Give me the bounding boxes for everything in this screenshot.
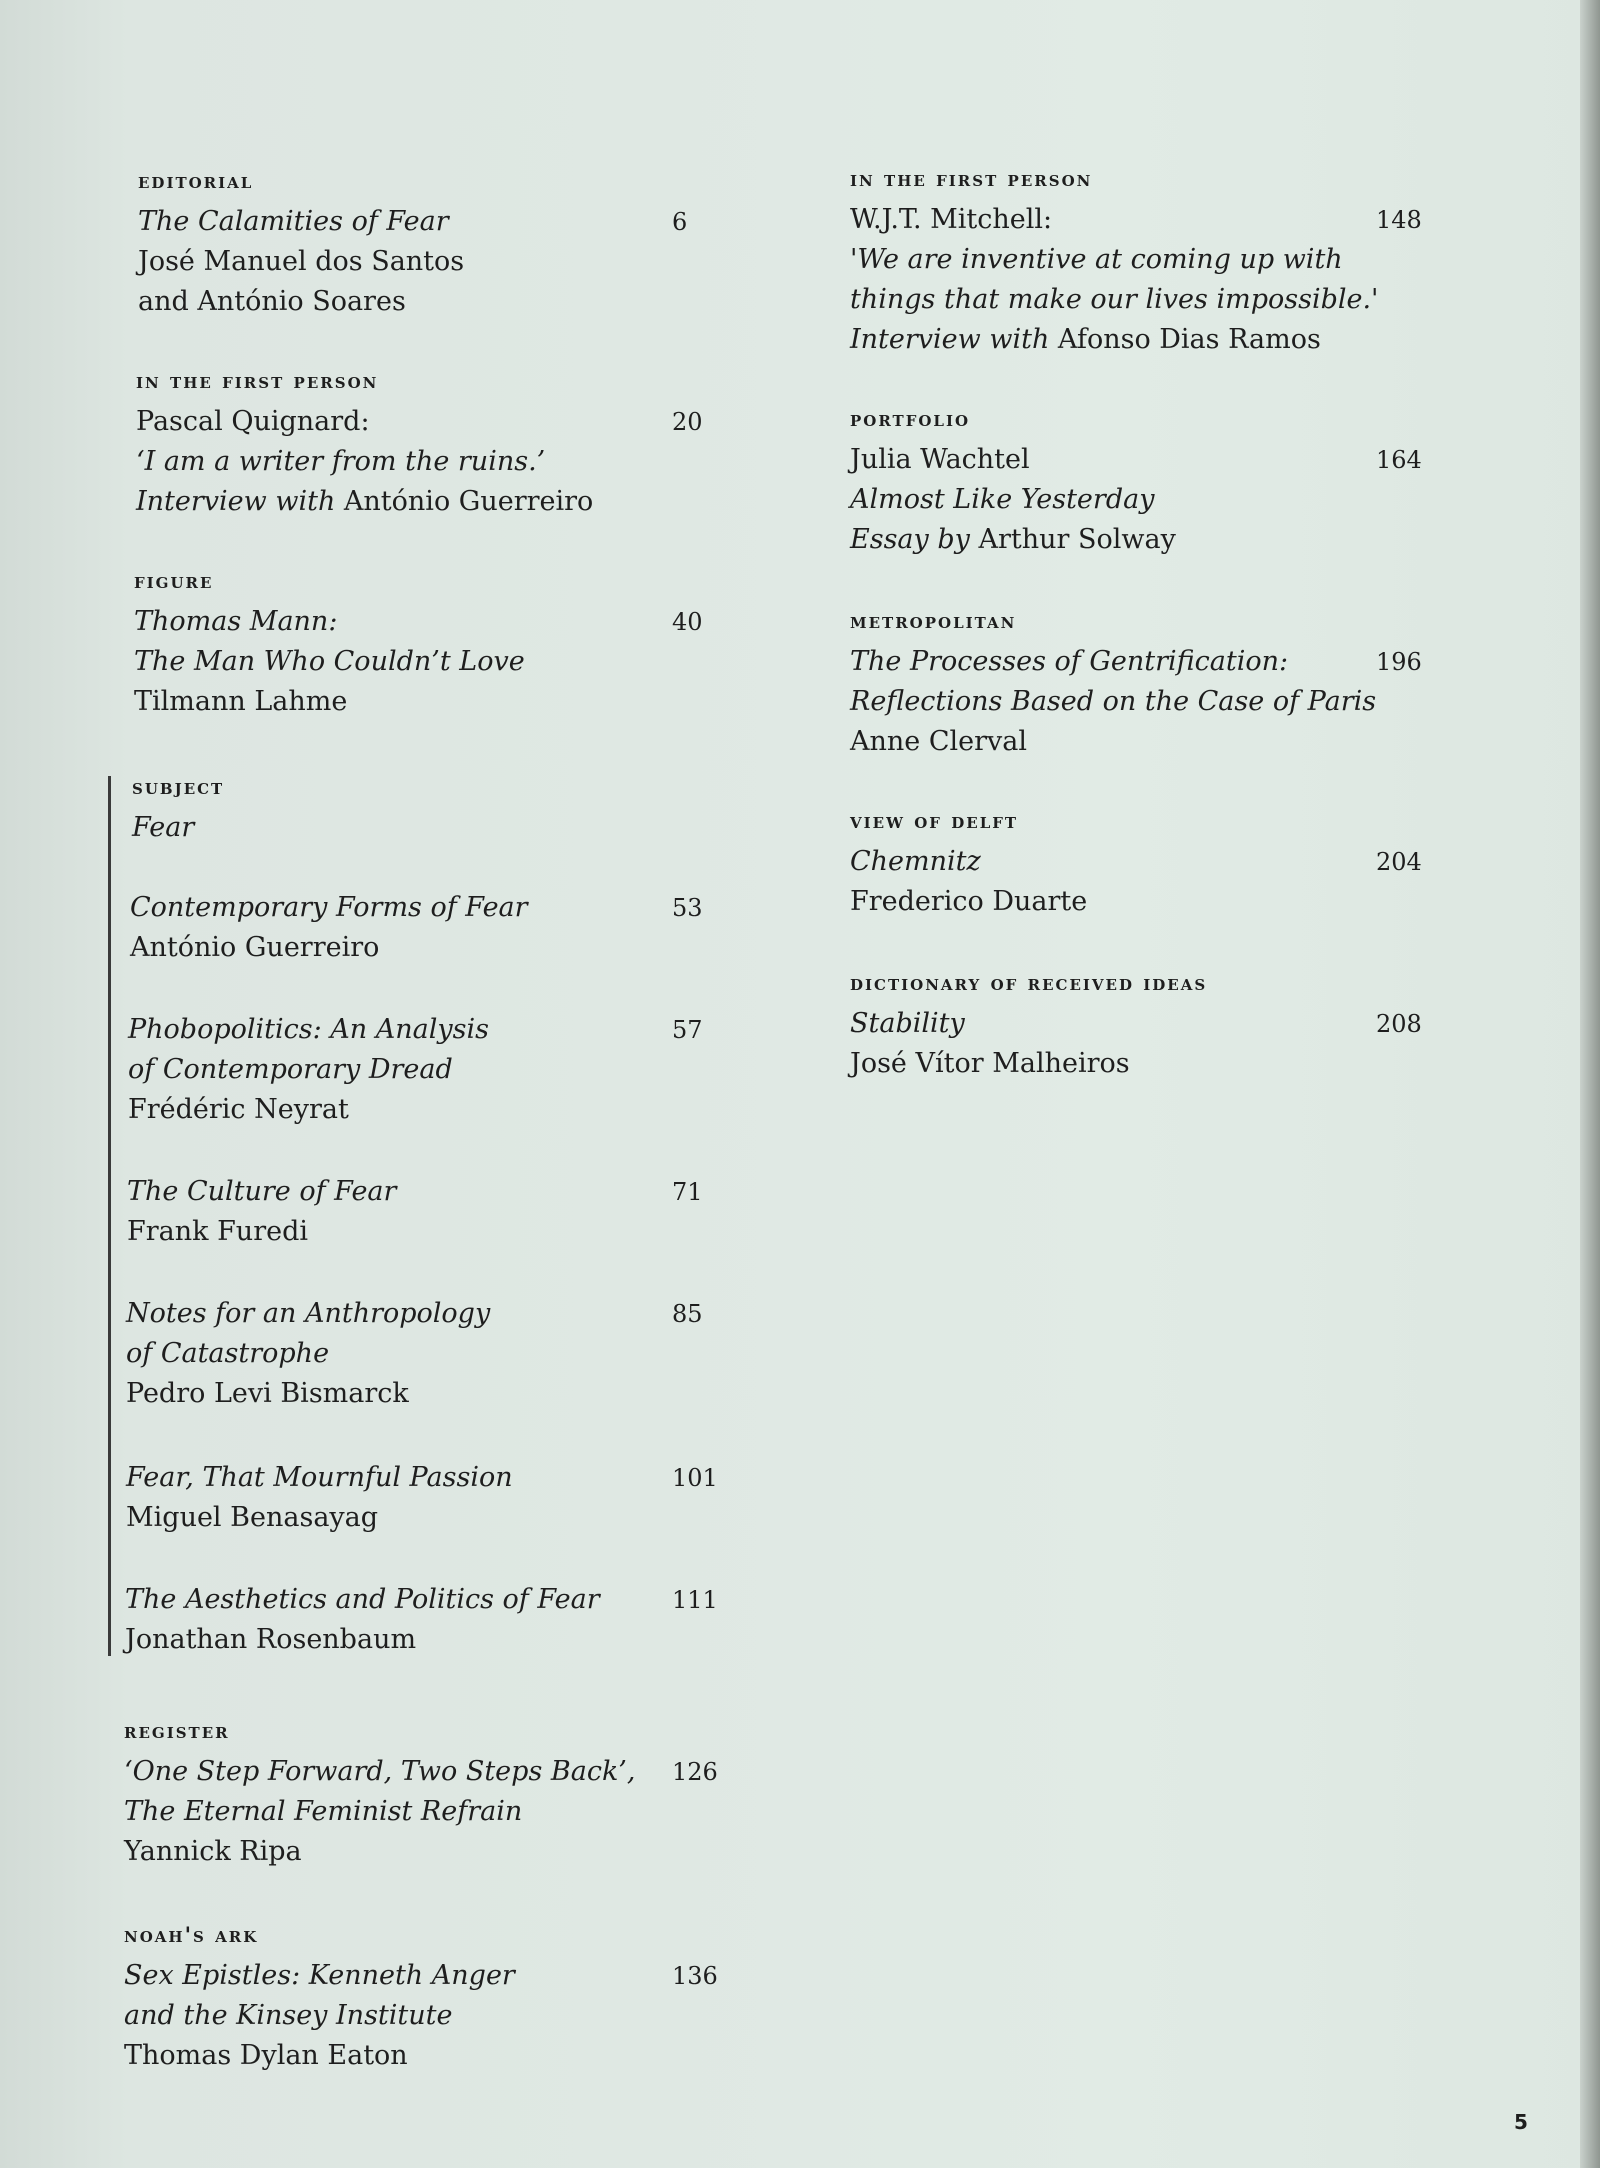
entry-line — [124, 2036, 744, 2076]
entry-title-text: Sex Epistles: Kenneth Anger — [124, 1960, 515, 1991]
entry-author-text: Julia Wachtel — [850, 444, 1030, 475]
entry-line — [125, 1580, 745, 1620]
toc-entry — [132, 772, 752, 848]
entry-title-text: Fear — [132, 812, 195, 843]
entry-title-text: Notes for an Anthropology — [126, 1298, 491, 1329]
section-heading: editorial — [138, 168, 254, 193]
entry-author-text: José Vítor Malheiros — [850, 1048, 1130, 1079]
entry-line — [850, 320, 1470, 360]
entry-author-text: Pascal Quignard: — [136, 406, 370, 437]
entry-author-text: Frank Furedi — [127, 1216, 308, 1247]
entry-line — [850, 722, 1470, 762]
entry-title-text: Thomas Mann: — [134, 606, 338, 637]
section-heading: in the first person — [850, 166, 1093, 191]
page-ref-number: 57 — [672, 1016, 703, 1044]
toc-entry — [127, 1172, 747, 1252]
section-heading: noah's ark — [124, 1922, 259, 1947]
section-heading: in the first person — [136, 368, 379, 393]
entry-line — [138, 242, 758, 282]
page-ref-number: 126 — [672, 1758, 718, 1786]
entry-author-text: Yannick Ripa — [124, 1836, 302, 1867]
entry-author-text: António Guerreiro — [130, 932, 380, 963]
entry-author-text: Frederico Duarte — [850, 886, 1088, 917]
page-ref-number: 136 — [672, 1962, 718, 1990]
toc-entry — [128, 1010, 748, 1130]
entry-author-text: W.J.T. Mitchell: — [850, 204, 1053, 235]
page-ref-number: 53 — [672, 894, 703, 922]
entry-line — [136, 402, 756, 442]
entry-author-text: Tilmann Lahme — [134, 686, 348, 717]
page-ref-number: 148 — [1376, 206, 1422, 234]
entry-title-text: The Man Who Couldn’t Love — [134, 646, 525, 677]
entry-title-text: Interview with — [136, 486, 344, 517]
entry-line — [124, 1832, 744, 1872]
entry-line — [126, 1458, 746, 1498]
entry-line — [850, 240, 1470, 280]
section-heading: dictionary of received ideas — [850, 970, 1208, 995]
page-ref-number: 20 — [672, 408, 703, 436]
toc-entry — [134, 566, 754, 722]
entry-line — [134, 682, 754, 722]
entry-author-text: Afonso Dias Ramos — [1057, 324, 1321, 355]
entry-title-text: ‘I am a writer from the ruins.’ — [136, 446, 546, 477]
entry-line — [138, 282, 758, 322]
entry-line — [124, 1996, 744, 2036]
entry-line — [132, 808, 752, 848]
entry-line — [124, 1956, 744, 1996]
toc-entry — [138, 166, 758, 322]
page-ref-number: 40 — [672, 608, 703, 636]
page-ref-number: 196 — [1376, 648, 1422, 676]
entry-title-text: The Processes of Gentrification: — [850, 646, 1289, 677]
page-ref-number: 208 — [1376, 1010, 1422, 1038]
entry-title-text: things that make our lives impossible.' — [850, 284, 1379, 315]
toc-entry — [850, 806, 1470, 922]
entry-line — [130, 928, 750, 968]
subject-section-rule — [108, 776, 111, 1656]
entry-author-text: Frédéric Neyrat — [128, 1094, 349, 1125]
entry-author-text: Pedro Levi Bismarck — [126, 1378, 409, 1409]
toc-entry — [850, 606, 1470, 762]
toc-entry — [130, 888, 750, 968]
page-ref-number: 6 — [672, 208, 688, 236]
section-heading: register — [124, 1718, 230, 1743]
toc-entry — [126, 1458, 746, 1538]
entry-line — [850, 520, 1470, 560]
entry-line — [850, 480, 1470, 520]
entry-author-text: Arthur Solway — [978, 524, 1176, 555]
toc-entry — [125, 1580, 745, 1660]
entry-line — [134, 602, 754, 642]
toc-entry — [136, 366, 756, 522]
entry-line — [850, 1044, 1470, 1084]
entry-line — [126, 1294, 746, 1334]
entry-line — [128, 1010, 748, 1050]
page-ref-number: 85 — [672, 1300, 703, 1328]
entry-line — [127, 1212, 747, 1252]
entry-line — [127, 1172, 747, 1212]
entry-title-text: The Culture of Fear — [127, 1176, 397, 1207]
entry-line — [128, 1050, 748, 1090]
entry-line — [136, 482, 756, 522]
entry-author-text: José Manuel dos Santos — [138, 246, 465, 277]
entry-title-text: Contemporary Forms of Fear — [130, 892, 528, 923]
entry-title-text: Essay by — [850, 524, 979, 555]
entry-title-text: Stability — [850, 1008, 965, 1039]
entry-line — [124, 1792, 744, 1832]
entry-line — [850, 882, 1470, 922]
entry-title-text: and the Kinsey Institute — [124, 2000, 453, 2031]
section-heading: metropolitan — [850, 608, 1017, 633]
entry-line — [124, 1752, 744, 1792]
entry-title-text: Interview with — [850, 324, 1058, 355]
toc-entry — [850, 164, 1470, 360]
entry-author-text: and António Soares — [138, 286, 406, 317]
toc-entry — [126, 1294, 746, 1414]
page-ref-number: 71 — [672, 1178, 703, 1206]
entry-title-text: The Aesthetics and Politics of Fear — [125, 1584, 600, 1615]
entry-line — [850, 280, 1470, 320]
entry-title-text: Reflections Based on the Case of Paris — [850, 686, 1377, 717]
toc-entry — [850, 404, 1470, 560]
entry-line — [130, 888, 750, 928]
toc-entry — [124, 1920, 744, 2076]
entry-line — [134, 642, 754, 682]
entry-title-text: of Contemporary Dread — [128, 1054, 453, 1085]
entry-line — [128, 1090, 748, 1130]
entry-line — [126, 1334, 746, 1374]
entry-author-text: António Guerreiro — [343, 486, 594, 517]
page-number: 5 — [1514, 2110, 1528, 2134]
entry-title-text: Chemnitz — [850, 846, 981, 877]
entry-title-text: The Eternal Feminist Refrain — [124, 1796, 523, 1827]
entry-author-text: Thomas Dylan Eaton — [124, 2040, 408, 2071]
entry-title-text: Phobopolitics: An Analysis — [128, 1014, 489, 1045]
entry-line — [125, 1620, 745, 1660]
entry-line — [138, 202, 758, 242]
toc-entry — [850, 968, 1470, 1084]
page-ref-number: 164 — [1376, 446, 1422, 474]
entry-title-text: ‘One Step Forward, Two Steps Back’, — [124, 1756, 636, 1787]
page-edge-shadow — [1580, 0, 1600, 2168]
entry-title-text: Fear, That Mournful Passion — [126, 1462, 513, 1493]
toc-entry — [124, 1716, 744, 1872]
entry-title-text: 'We are inventive at coming up with — [850, 244, 1343, 275]
section-heading: subject — [132, 774, 225, 799]
section-heading: figure — [134, 568, 214, 593]
page-ref-number: 101 — [672, 1464, 718, 1492]
entry-author-text: Jonathan Rosenbaum — [125, 1624, 417, 1655]
section-heading: view of delft — [850, 808, 1019, 833]
entry-title-text: Almost Like Yesterday — [850, 484, 1155, 515]
entry-line — [850, 682, 1470, 722]
page-ref-number: 204 — [1376, 848, 1422, 876]
entry-line — [126, 1498, 746, 1538]
section-heading: portfolio — [850, 406, 971, 431]
page-ref-number: 111 — [672, 1586, 718, 1614]
entry-title-text: of Catastrophe — [126, 1338, 330, 1369]
entry-line — [136, 442, 756, 482]
entry-line — [126, 1374, 746, 1414]
entry-title-text: The Calamities of Fear — [138, 206, 449, 237]
entry-author-text: Miguel Benasayag — [126, 1502, 379, 1533]
entry-author-text: Anne Clerval — [850, 726, 1028, 757]
